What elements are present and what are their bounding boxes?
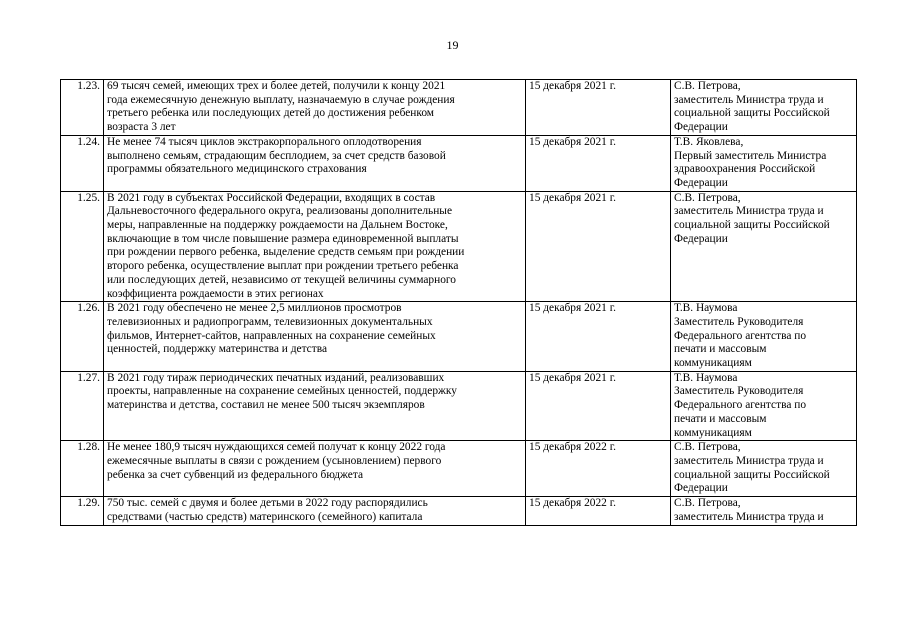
row-deadline: 15 декабря 2022 г. [526, 441, 671, 497]
row-deadline: 15 декабря 2021 г. [526, 135, 671, 191]
row-description [104, 80, 526, 136]
description-line: Не менее 74 тысяч циклов экстракорпорального оплодотворения [107, 135, 422, 148]
responsible-line: социальной защиты Российской [674, 107, 830, 120]
table-row [61, 135, 857, 191]
responsible-line: коммуникациям [674, 426, 752, 439]
table-row [61, 441, 857, 497]
table-row [61, 371, 857, 441]
row-deadline: 15 декабря 2022 г. [526, 497, 671, 526]
row-responsible [671, 80, 857, 136]
description-line: выполнено семьям, страдающим бесплодием, за счет средств базовой [107, 149, 446, 162]
description-line: ежемесячные выплаты в связи с рождением (усыновлением) первого [107, 454, 442, 467]
description-line: третьего ребенка или последующих детей до достижения ребенком [107, 107, 435, 120]
responsible-line: Федерации [674, 482, 728, 495]
table-row [61, 302, 857, 372]
description-line: меры, направленные на поддержку рождаемости на Дальнем Востоке, [107, 219, 448, 232]
row-number: 1.29. [61, 497, 104, 526]
row-description [104, 371, 526, 441]
responsible-line: Т.В. Яковлева, [674, 135, 744, 148]
responsible-line: С.В. Петрова, [674, 80, 741, 92]
description-line: коэффициента рождаемости в этих регионах [107, 287, 324, 300]
row-description [104, 191, 526, 302]
responsible-line: печати и массовым [674, 343, 767, 356]
description-line: ценностей, поддержку материнства и детства [107, 343, 327, 356]
row-description [104, 302, 526, 372]
row-deadline: 15 декабря 2021 г. [526, 302, 671, 372]
responsible-line: Заместитель Руководителя [674, 385, 804, 398]
row-responsible [671, 135, 857, 191]
page-number: 19 [446, 38, 459, 52]
table-row [61, 497, 857, 526]
row-responsible [671, 371, 857, 441]
row-description [104, 135, 526, 191]
table-row [61, 80, 857, 136]
description-line: В 2021 году обеспечено не менее 2,5 миллионов просмотров [107, 302, 402, 315]
description-line: возраста 3 лет [107, 121, 176, 134]
responsible-line: Первый заместитель Министра [674, 149, 827, 162]
description-line: включающие в том числе повышение размера единовременной выплаты [107, 232, 459, 245]
description-line: Дальневосточного федерального округа, реализованы дополнительные [107, 205, 453, 218]
row-responsible [671, 497, 857, 526]
row-responsible [671, 441, 857, 497]
description-line: телевизионных и радиопрограмм, телевизионных документальных [107, 315, 433, 328]
responsible-line: Т.В. Наумова [674, 302, 738, 315]
description-line: фильмов, Интернет-сайтов, направленных на сохранение семейных [107, 329, 436, 342]
description-line: 750 тыс. семей с двумя и более детьми в 2022 году распорядились [107, 497, 428, 510]
description-line: проекты, направленные на сохранение семейных ценностей, поддержку [107, 385, 457, 398]
description-line: 69 тысяч семей, имеющих трех и более детей, получили к концу 2021 [107, 80, 446, 92]
responsible-line: Заместитель Руководителя [674, 315, 804, 328]
measures-table [60, 79, 857, 526]
row-number: 1.25. [61, 191, 104, 302]
description-line: второго ребенка, осуществление выплат при рождении третьего ребенка [107, 260, 459, 273]
responsible-line: Федерации [674, 121, 728, 134]
responsible-line: С.В. Петрова, [674, 191, 741, 204]
row-deadline: 15 декабря 2021 г. [526, 371, 671, 441]
responsible-line: здравоохранения Российской [674, 163, 816, 176]
responsible-line: Федерального агентства по [674, 399, 807, 412]
responsible-line: социальной защиты Российской [674, 468, 830, 481]
row-deadline: 15 декабря 2021 г. [526, 80, 671, 136]
description-line: В 2021 году в субъектах Российской Федерации, входящих в состав [107, 191, 436, 204]
responsible-line: коммуникациям [674, 357, 752, 370]
row-number: 1.23. [61, 80, 104, 136]
responsible-line: Федерального агентства по [674, 329, 807, 342]
description-line: В 2021 году тираж периодических печатных изданий, реализовавших [107, 371, 445, 384]
description-line: программы обязательного медицинского страхования [107, 163, 367, 176]
row-number: 1.27. [61, 371, 104, 441]
description-line: ребенка за счет субвенций из федерального бюджета [107, 468, 363, 481]
responsible-line: печати и массовым [674, 412, 767, 425]
row-deadline: 15 декабря 2021 г. [526, 191, 671, 302]
responsible-line: Федерации [674, 232, 728, 245]
responsible-line: заместитель Министра труда и [674, 510, 824, 523]
responsible-line: социальной защиты Российской [674, 219, 830, 232]
description-line: Не менее 180,9 тысяч нуждающихся семей получат к концу 2022 года [107, 441, 446, 454]
table-row [61, 191, 857, 302]
row-description [104, 497, 526, 526]
row-number: 1.24. [61, 135, 104, 191]
row-number: 1.26. [61, 302, 104, 372]
description-line: года ежемесячную денежную выплату, назначаемую в случае рождения [107, 93, 455, 106]
row-responsible [671, 191, 857, 302]
responsible-line: Т.В. Наумова [674, 371, 738, 384]
responsible-line: заместитель Министра труда и [674, 205, 824, 218]
row-description [104, 441, 526, 497]
description-line: при рождении первого ребенка, выделение средств семьям при рождении [107, 246, 465, 259]
description-line: материнства и детства, составил не менее 500 тысяч экземпляров [107, 399, 425, 412]
responsible-line: С.В. Петрова, [674, 441, 741, 454]
row-responsible [671, 302, 857, 372]
responsible-line: заместитель Министра труда и [674, 454, 824, 467]
row-number: 1.28. [61, 441, 104, 497]
responsible-line: С.В. Петрова, [674, 497, 741, 510]
description-line: средствами (частью средств) материнского (семейного) капитала [107, 510, 423, 523]
description-line: или последующих детей, независимо от текущей величины суммарного [107, 273, 456, 286]
responsible-line: заместитель Министра труда и [674, 93, 824, 106]
responsible-line: Федерации [674, 176, 728, 189]
